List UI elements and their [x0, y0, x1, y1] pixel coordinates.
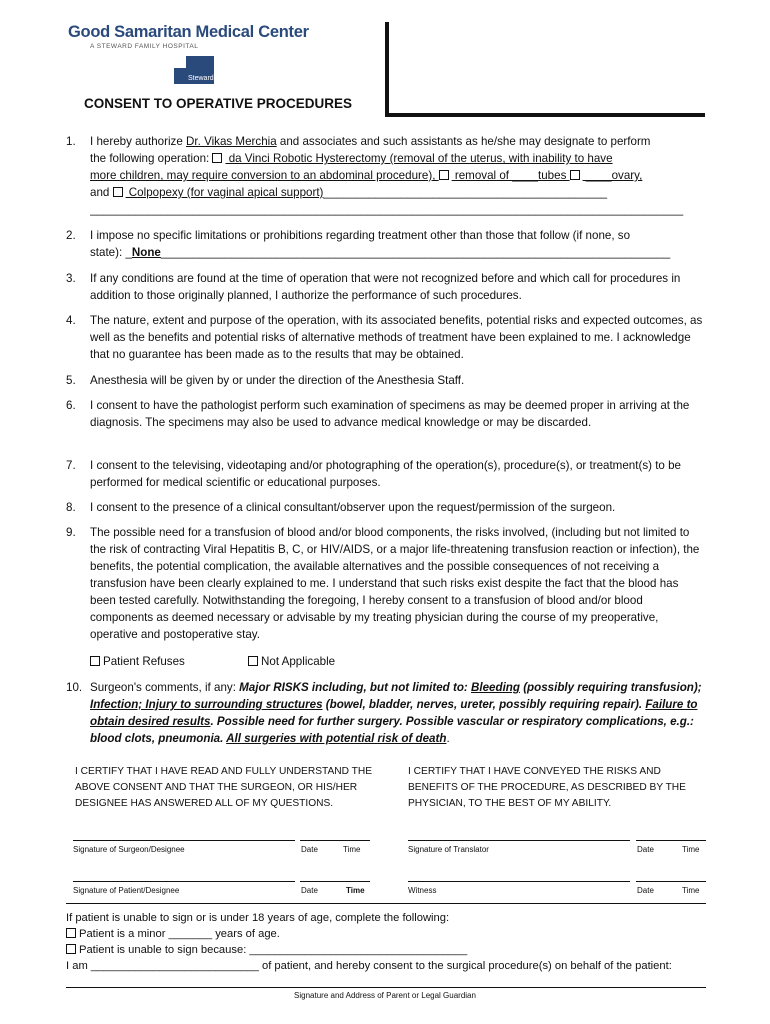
- consent-item-3: 3. If any conditions are found at the time of operation that were not recognized before and which call for procedures in addition to those originally planned, I authorize the performance of such procedures.: [66, 272, 681, 302]
- consent-item-4: 4. The nature, extent and purpose of the operation, with its associated benefits, potential risks and expected outcomes, as well as the benefits and potential risks of alternative methods of treatment have been explained to me. I acknowledge that no guarantee has been made as to the results that may be obtained.: [66, 314, 703, 361]
- label-box-horizontal-bar: [385, 113, 705, 117]
- certify-patient: I CERTIFY THAT I HAVE READ AND FULLY UNDERSTAND THE ABOVE CONSENT AND THAT THE SURGEON, OR HIS/HER DESIGNEE HAS ANSWERED ALL OF MY QUESTIONS.: [75, 766, 373, 809]
- option-patient-refuses[interactable]: Patient Refuses: [90, 655, 185, 668]
- time-label: Time: [346, 886, 365, 895]
- limitations-value[interactable]: None: [131, 246, 161, 259]
- consent-item-8: 8. I consent to the presence of a clinical consultant/observer upon the request/permission of the surgeon.: [66, 501, 616, 514]
- consent-item-2: 2. I impose no specific limitations or prohibitions regarding treatment other than those that follow (if none, so state): _None_______________________________________________________________________________: [66, 229, 671, 259]
- page-title: CONSENT TO OPERATIVE PROCEDURES: [84, 96, 353, 111]
- blank-line[interactable]: ____________________________________________________________________________________________: [90, 203, 684, 216]
- transfusion-options: [90, 653, 730, 670]
- date-label: Date: [637, 886, 654, 895]
- steward-logo-word: Steward: [188, 75, 214, 82]
- item-number: 1.: [66, 135, 76, 148]
- consent-item-6: 6. I consent to have the pathologist perform such examination of specimens as may be deemed proper in arriving at the diagnosis. The specimens may also be used to advance medical knowledge or may be discarded.: [66, 399, 690, 429]
- consent-item-5: 5. Anesthesia will be given by or under the direction of the Anesthesia Staff.: [66, 374, 465, 387]
- checkbox-icon[interactable]: [90, 656, 100, 666]
- minor-age-line[interactable]: Patient is a minor _______ years of age.: [66, 926, 706, 943]
- option-not-applicable[interactable]: Not Applicable: [248, 653, 335, 670]
- checkbox-icon[interactable]: [113, 187, 123, 197]
- checkbox-icon[interactable]: [570, 170, 580, 180]
- surgeon-signature-line[interactable]: [73, 840, 295, 841]
- patient-date-line[interactable]: [300, 881, 370, 882]
- witness-date-line[interactable]: [636, 881, 706, 882]
- patient-signature-label: Signature of Patient/Designee: [73, 886, 180, 895]
- hospital-logo: [68, 22, 318, 88]
- relationship-line[interactable]: I am ___________________________ of patient, and hereby consent to the surgical procedure(s) on behalf of the patient:: [66, 960, 672, 972]
- checkbox-icon[interactable]: [439, 170, 449, 180]
- steward-logo-step: [174, 68, 186, 84]
- checkbox-icon[interactable]: [66, 944, 76, 954]
- certify-translator: I CERTIFY THAT I HAVE CONVEYED THE RISKS AND BENEFITS OF THE PROCEDURE, AS DESCRIBED BY THE PHYSICIAN, TO THE BEST OF MY ABILITY.: [408, 766, 686, 809]
- patient-signature-line[interactable]: [73, 881, 295, 882]
- guardian-signature-line[interactable]: [66, 987, 706, 988]
- witness-label: Witness: [408, 886, 437, 895]
- physician-name[interactable]: Dr. Vikas Merchia: [186, 135, 277, 148]
- date-label: Date: [301, 886, 318, 895]
- logo-title: Good Samaritan Medical Center: [68, 23, 309, 41]
- translator-signature-line[interactable]: [408, 840, 630, 841]
- time-label: Time: [682, 886, 700, 895]
- checkbox-icon[interactable]: [248, 656, 258, 666]
- consent-item-9: 9. The possible need for a transfusion of blood and/or blood components, the risks involved, (including but not limited to the risk of contracting Viral Hepatitis B, C, or HIV/AIDS, or a major life-threatening transfusion reaction or infection), the benefits, the potential complication, the available alternatives and the possible consequences of not receiving a transfusion have been clearly explained to me. I understand that such risks exist despite the fact that the blood has been tested carefully. Notwithstanding the foregoing, I hereby consent to a transfusion of blood and/or blood components as deemed necessary or advisable by my treating physician during the course of my preoperative, operative and postoperative stay.: [66, 526, 700, 641]
- guardian-signature-label: Signature and Address of Parent or Legal Guardian: [294, 991, 476, 1000]
- checkbox-icon[interactable]: [66, 928, 76, 938]
- date-label: Date: [301, 845, 318, 854]
- checkbox-icon[interactable]: [212, 153, 222, 163]
- time-label: Time: [682, 845, 700, 854]
- witness-signature-line[interactable]: [408, 881, 630, 882]
- time-label: Time: [343, 845, 361, 854]
- consent-item-10: 10. Surgeon's comments, if any: Major RISKS including, but not limited to: Bleeding (possibly requiring transfusion); Infection; Injury to surrounding structures (bowel, bladder, nerves, ureter, possibly requiring repair). Failure to obtain desired results. Possible need for further surgery. Possible vascular or respiratory complications, e.g.: blood clots, pneumonia. All surgeries with potential risk of death.: [66, 681, 702, 745]
- surgeon-date-line[interactable]: [300, 840, 370, 841]
- translator-signature-label: Signature of Translator: [408, 845, 489, 854]
- operation-davinci: da Vinci Robotic Hysterectomy (removal of the uterus, with inability to have: [225, 152, 613, 165]
- translator-date-line[interactable]: [636, 840, 706, 841]
- consent-item-1: 1. I hereby authorize Dr. Vikas Merchia and associates and such assistants as he/she may designate to perform the following operation: da Vinci Robotic Hysterectomy (removal of the uterus, with inability to have more children, may require conversion to an abdominal procedure), removal of ____tubes ____ovary, and Colpopexy (for vaginal apical support)____________________________________________ ____________________________________________________________________________________________: [66, 133, 706, 218]
- surgeon-signature-label: Signature of Surgeon/Designee: [73, 845, 185, 854]
- guardian-section-intro: If patient is unable to sign or is under 18 years of age, complete the following:: [66, 912, 450, 924]
- label-box-vertical-bar: [385, 22, 389, 117]
- consent-item-7: 7. I consent to the televising, videotaping and/or photographing of the operation(s), procedure(s), or treatment(s) to be performed for medical scientific or educational purposes.: [66, 459, 681, 489]
- section-divider: [66, 903, 706, 904]
- date-label: Date: [637, 845, 654, 854]
- unable-to-sign-line[interactable]: Patient is unable to sign because: ___________________________________: [66, 942, 706, 959]
- operation-colpopexy: Colpopexy (for vaginal apical support): [125, 186, 324, 199]
- logo-subtitle: A STEWARD FAMILY HOSPITAL: [90, 43, 199, 50]
